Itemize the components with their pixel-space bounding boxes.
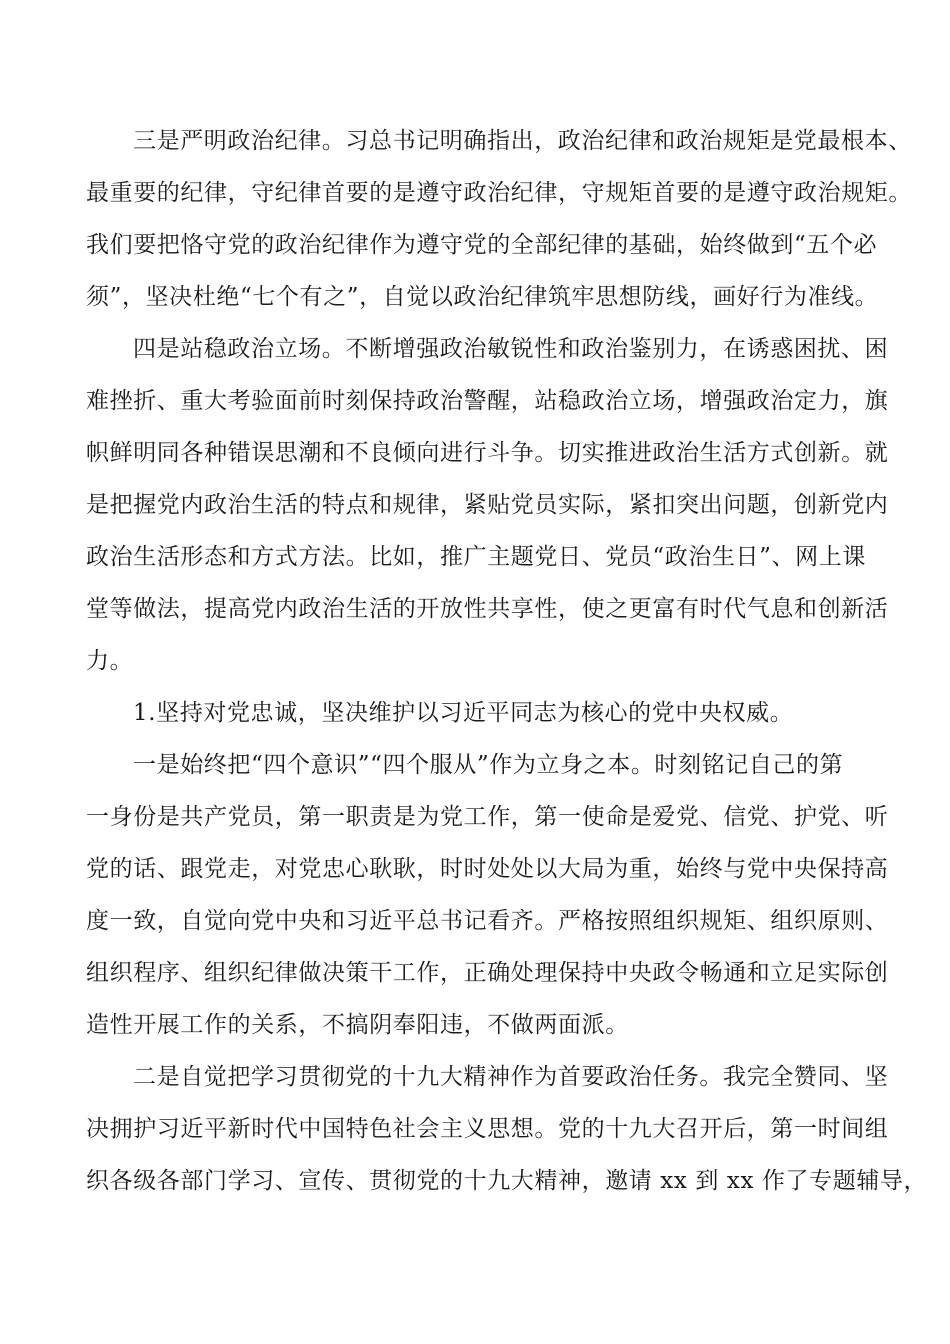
text-line: 决拥护习近平新时代中国特色社会主义思想。党的十九大召开后，第一时间组 [86,1116,889,1142]
text-line: 是把握党内政治生活的特点和规律，紧贴党员实际，紧扣突出问题，创新党内 [86,492,889,518]
text-line: 四是站稳政治立场。不断增强政治敏锐性和政治鉴别力，在诱惑困扰、困 [133,336,889,362]
text-line: 三是严明政治纪律。习总书记明确指出，政治纪律和政治规矩是党最根本、 [133,128,912,154]
text-line: 力。 [86,648,134,674]
text-line: 二是自觉把学习贯彻党的十九大精神作为首要政治任务。我完全赞同、坚 [133,1064,889,1090]
text-line: 织各级各部门学习、宣传、贯彻党的十九大精神，邀请 xx 到 xx 作了专题辅导， [86,1168,928,1194]
text-line: 党的话、跟党走，对党忠心耿耿，时时处处以大局为重，始终与党中央保持高 [86,856,889,882]
text-line: 难挫折、重大考验面前时刻保持政治警醒，站稳政治立场，增强政治定力，旗 [86,388,889,414]
text-line: 政治生活形态和方式方法。比如，推广主题党日、党员“政治生日”、网上课 [86,544,866,570]
text-line: 一身份是共产党员，第一职责是为党工作，第一使命是爱党、信党、护党、听 [86,804,889,830]
text-line: 须”，坚决杜绝“七个有之”，自觉以政治纪律筑牢思想防线，画好行为准线。 [86,284,879,310]
text-line: 组织程序、组织纪律做决策干工作，正确处理保持中央政令畅通和立足实际创 [86,960,889,986]
text-line: 造性开展工作的关系，不搞阴奉阳违，不做两面派。 [86,1012,629,1038]
text-line: 一是始终把“四个意识”“四个服从”作为立身之本。时刻铭记自己的第 [133,752,844,778]
text-line: 度一致，自觉向党中央和习近平总书记看齐。严格按照组织规矩、组织原则、 [86,908,889,934]
text-line: 堂等做法，提高党内政治生活的开放性共享性，使之更富有时代气息和创新活 [86,596,889,622]
section-heading: 1.坚持对党忠诚，坚决维护以习近平同志为核心的党中央权威。 [133,700,794,726]
text-line: 最重要的纪律，守纪律首要的是遵守政治纪律，守规矩首要的是遵守政治规矩。 [86,180,912,206]
text-line: 我们要把恪守党的政治纪律作为遵守党的全部纪律的基础，始终做到“五个必 [86,232,878,258]
text-line: 帜鲜明同各种错误思潮和不良倾向进行斗争。切实推进政治生活方式创新。就 [86,440,889,466]
